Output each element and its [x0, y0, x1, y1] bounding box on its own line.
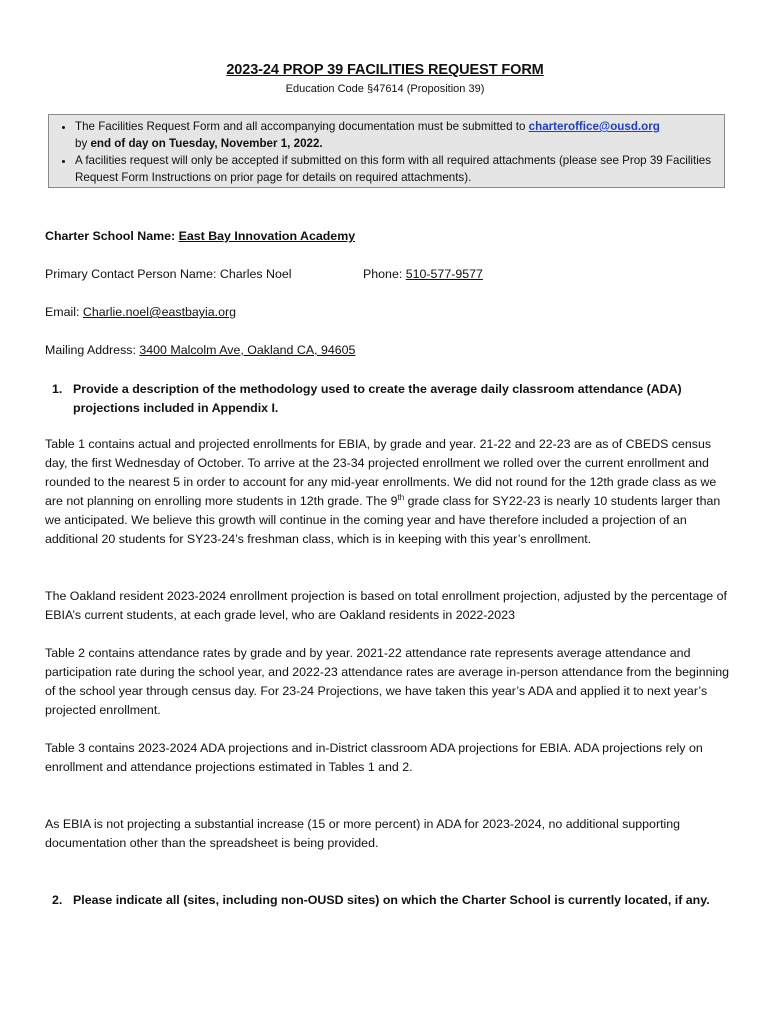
phone-value: 510-577-9577 — [405, 267, 483, 281]
notice-by-text: by — [75, 137, 91, 150]
contact-name-label: Primary Contact Person Name: — [45, 267, 217, 281]
notice-bullet-1-text: The Facilities Request Form and all accompanying documentation must be submitted to — [75, 120, 529, 133]
school-name-value: East Bay Innovation Academy — [178, 229, 356, 243]
submission-notice-box — [48, 114, 725, 188]
submission-deadline: end of day on Tuesday, November 1, 2022. — [90, 137, 323, 150]
charter-office-email-link[interactable]: charteroffice@ousd.org — [528, 120, 660, 133]
mailing-address-value: 3400 Malcolm Ave, Oakland CA, 94605 — [139, 343, 356, 357]
methodology-paragraph-3: Table 2 contains attendance rates by grade and by year. 2021-22 attendance rate represents average attendance and participation rate during the school year, and 2022-23 attendance rates are average in-person attendance from the beginning of the school year through census day. For 23-24 Projections, we have taken this year’s ADA and applied it to next year’s projected enrollment. — [45, 646, 730, 717]
phone-field — [363, 267, 483, 281]
methodology-paragraph-1 — [45, 435, 735, 549]
paragraph-1-text-a: Table 1 contains actual and projected enrollments for EBIA, by grade and year. 21-22 and 22-23 are as of CBEDS census day, the first Wednesday of October. To arrive at the 23-34 projected enrollment we rolled over the current enrollment and rounded to the nearest 5 in order to account for any mid-year enrollments. We did not round for the 12th grade class as we are not planning on enrolling more students in 12th grade. The 9 — [45, 437, 717, 508]
email-field — [45, 305, 236, 319]
notice-bullet-2: • A facilities request will only be accepted if submitted on this form with all required attachments (please see Prop 39 Facilities Request Form Instructions on prior page for details on required attachments). — [75, 152, 716, 186]
paragraph-1-superscript: th — [397, 492, 405, 502]
phone-label: Phone: — [363, 267, 403, 281]
school-name-label: Charter School Name: — [45, 229, 176, 243]
email-label: Email: — [45, 305, 80, 319]
question-2 — [45, 891, 735, 910]
question-2-text: Please indicate all (sites, including non-OUSD sites) on which the Charter School is currently located, if any. — [73, 893, 710, 907]
methodology-paragraph-4: Table 3 contains 2023-2024 ADA projections and in-District classroom ADA projections for EBIA. ADA projections rely on enrollment and attendance projections estimated in Tables 1 and 2. — [45, 741, 703, 774]
methodology-paragraph-5: As EBIA is not projecting a substantial increase (15 or more percent) in ADA for 2023-2024, no additional supporting documentation other than the spreadsheet is being provided. — [45, 817, 681, 850]
question-2-number: 2. — [52, 893, 63, 907]
page-title: 2023-24 PROP 39 FACILITIES REQUEST FORM — [226, 62, 544, 78]
email-value: Charlie.noel@eastbayia.org — [82, 305, 236, 319]
mailing-address-field — [45, 343, 355, 357]
paragraph-1-text-b: grade class for SY22-23 is nearly 10 students larger than we anticipated. We believe this growth will continue in the coming year and have therefore included a projection of an additional 20 students for SY23-24’s freshman class, which is in keeping with this year’s enrollment. — [45, 494, 721, 546]
question-1 — [45, 380, 735, 418]
question-1-number: 1. — [52, 382, 63, 396]
contact-name-value: Charles Noel — [219, 267, 292, 281]
question-1-text: Provide a description of the methodology used to create the average daily classroom attendance (ADA) projections included in Appendix I. — [73, 382, 682, 415]
contact-name-field — [45, 267, 292, 281]
page-subtitle: Education Code §47614 (Proposition 39) — [285, 83, 485, 95]
mailing-address-label: Mailing Address: — [45, 343, 136, 357]
methodology-paragraph-2: The Oakland resident 2023-2024 enrollment projection is based on total enrollment projection, adjusted by the percentage of EBIA’s current students, at each grade level, who are Oakland residents in 2022-2023 — [45, 589, 727, 622]
school-name-field — [45, 229, 355, 243]
notice-bullet-1 — [75, 118, 716, 152]
